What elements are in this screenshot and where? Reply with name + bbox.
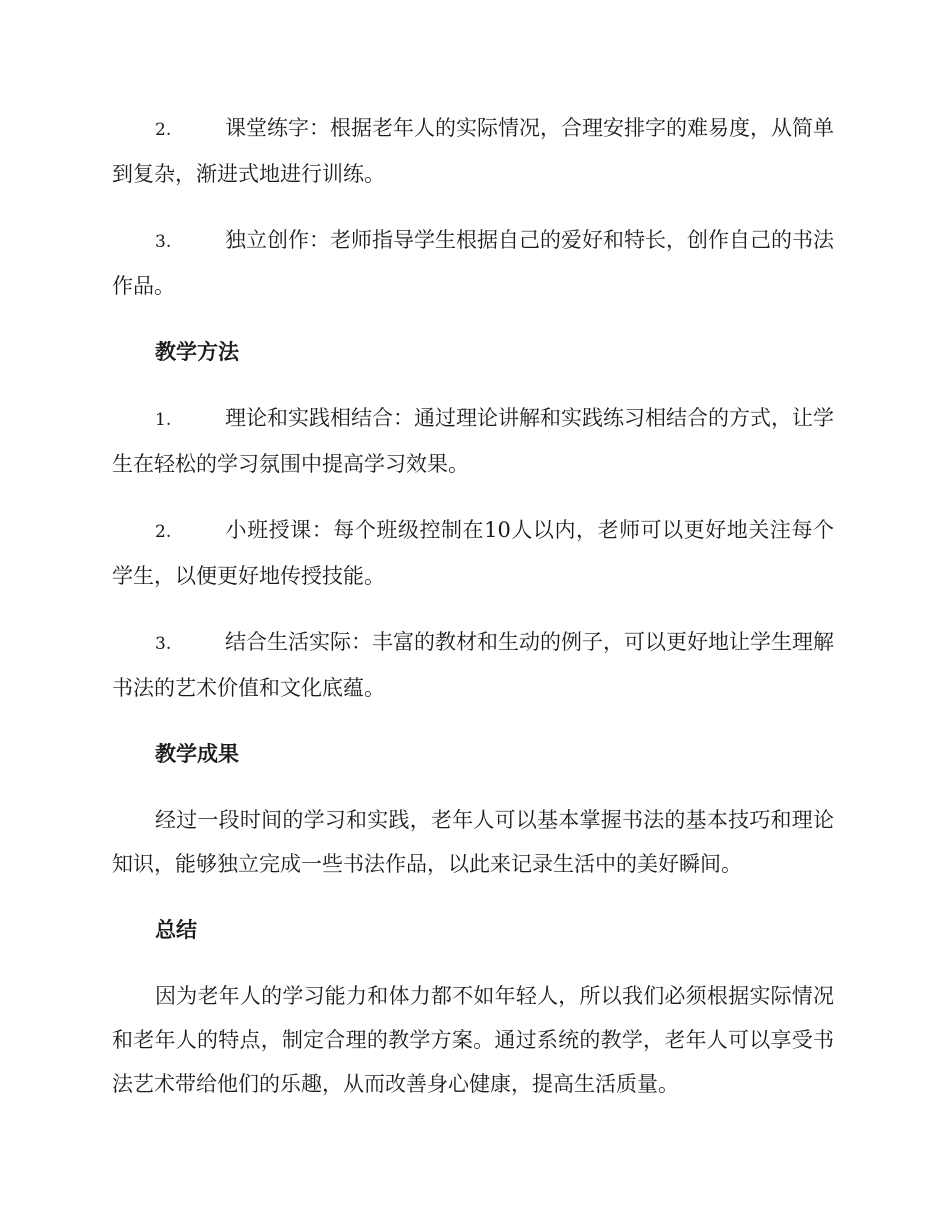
- list-text: 理论和实践相结合：通过理论讲解和实践练习相结合的方式，让学生在轻松的学习氛围中提高学习效果。: [112, 406, 834, 476]
- section-heading-methods: 教学方法: [155, 340, 239, 364]
- list-item: [112, 620, 834, 710]
- summary-paragraph: 因为老年人的学习能力和体力都不如年轻人，所以我们必须根据实际情况和老年人的特点，制定合理的教学方案。通过系统的教学，老年人可以享受书法艺术带给他们的乐趣，从而改善身心健康，提高生活质量。: [112, 984, 834, 1096]
- list-item: [112, 396, 834, 486]
- list-text: 结合生活实际：丰富的教材和生动的例子，可以更好地让学生理解书法的艺术价值和文化底蕴。: [112, 630, 834, 700]
- list-number: 3.: [155, 232, 172, 252]
- list-text: 课堂练字：根据老年人的实际情况，合理安排字的难易度，从简单到复杂，渐进式地进行训练。: [112, 116, 834, 186]
- list-number: 2.: [155, 120, 172, 140]
- list-text: 独立创作：老师指导学生根据自己的爱好和特长，创作自己的书法作品。: [112, 228, 834, 298]
- list-item: [112, 106, 834, 196]
- results-paragraph: 经过一段时间的学习和实践，老年人可以基本掌握书法的基本技巧和理论知识，能够独立完成一些书法作品，以此来记录生活中的美好瞬间。: [112, 808, 834, 876]
- section-heading-results: 教学成果: [155, 742, 239, 766]
- list-text: 小班授课：每个班级控制在10人以内，老师可以更好地关注每个学生，以便更好地传授技能。: [112, 518, 834, 588]
- document-page: [112, 106, 834, 1128]
- section-heading-summary: 总结: [155, 918, 197, 942]
- list-item: [112, 218, 834, 308]
- list-number: 1.: [155, 410, 172, 430]
- list-number: 2.: [155, 522, 172, 542]
- list-item: [112, 508, 834, 598]
- list-number: 3.: [155, 634, 172, 654]
